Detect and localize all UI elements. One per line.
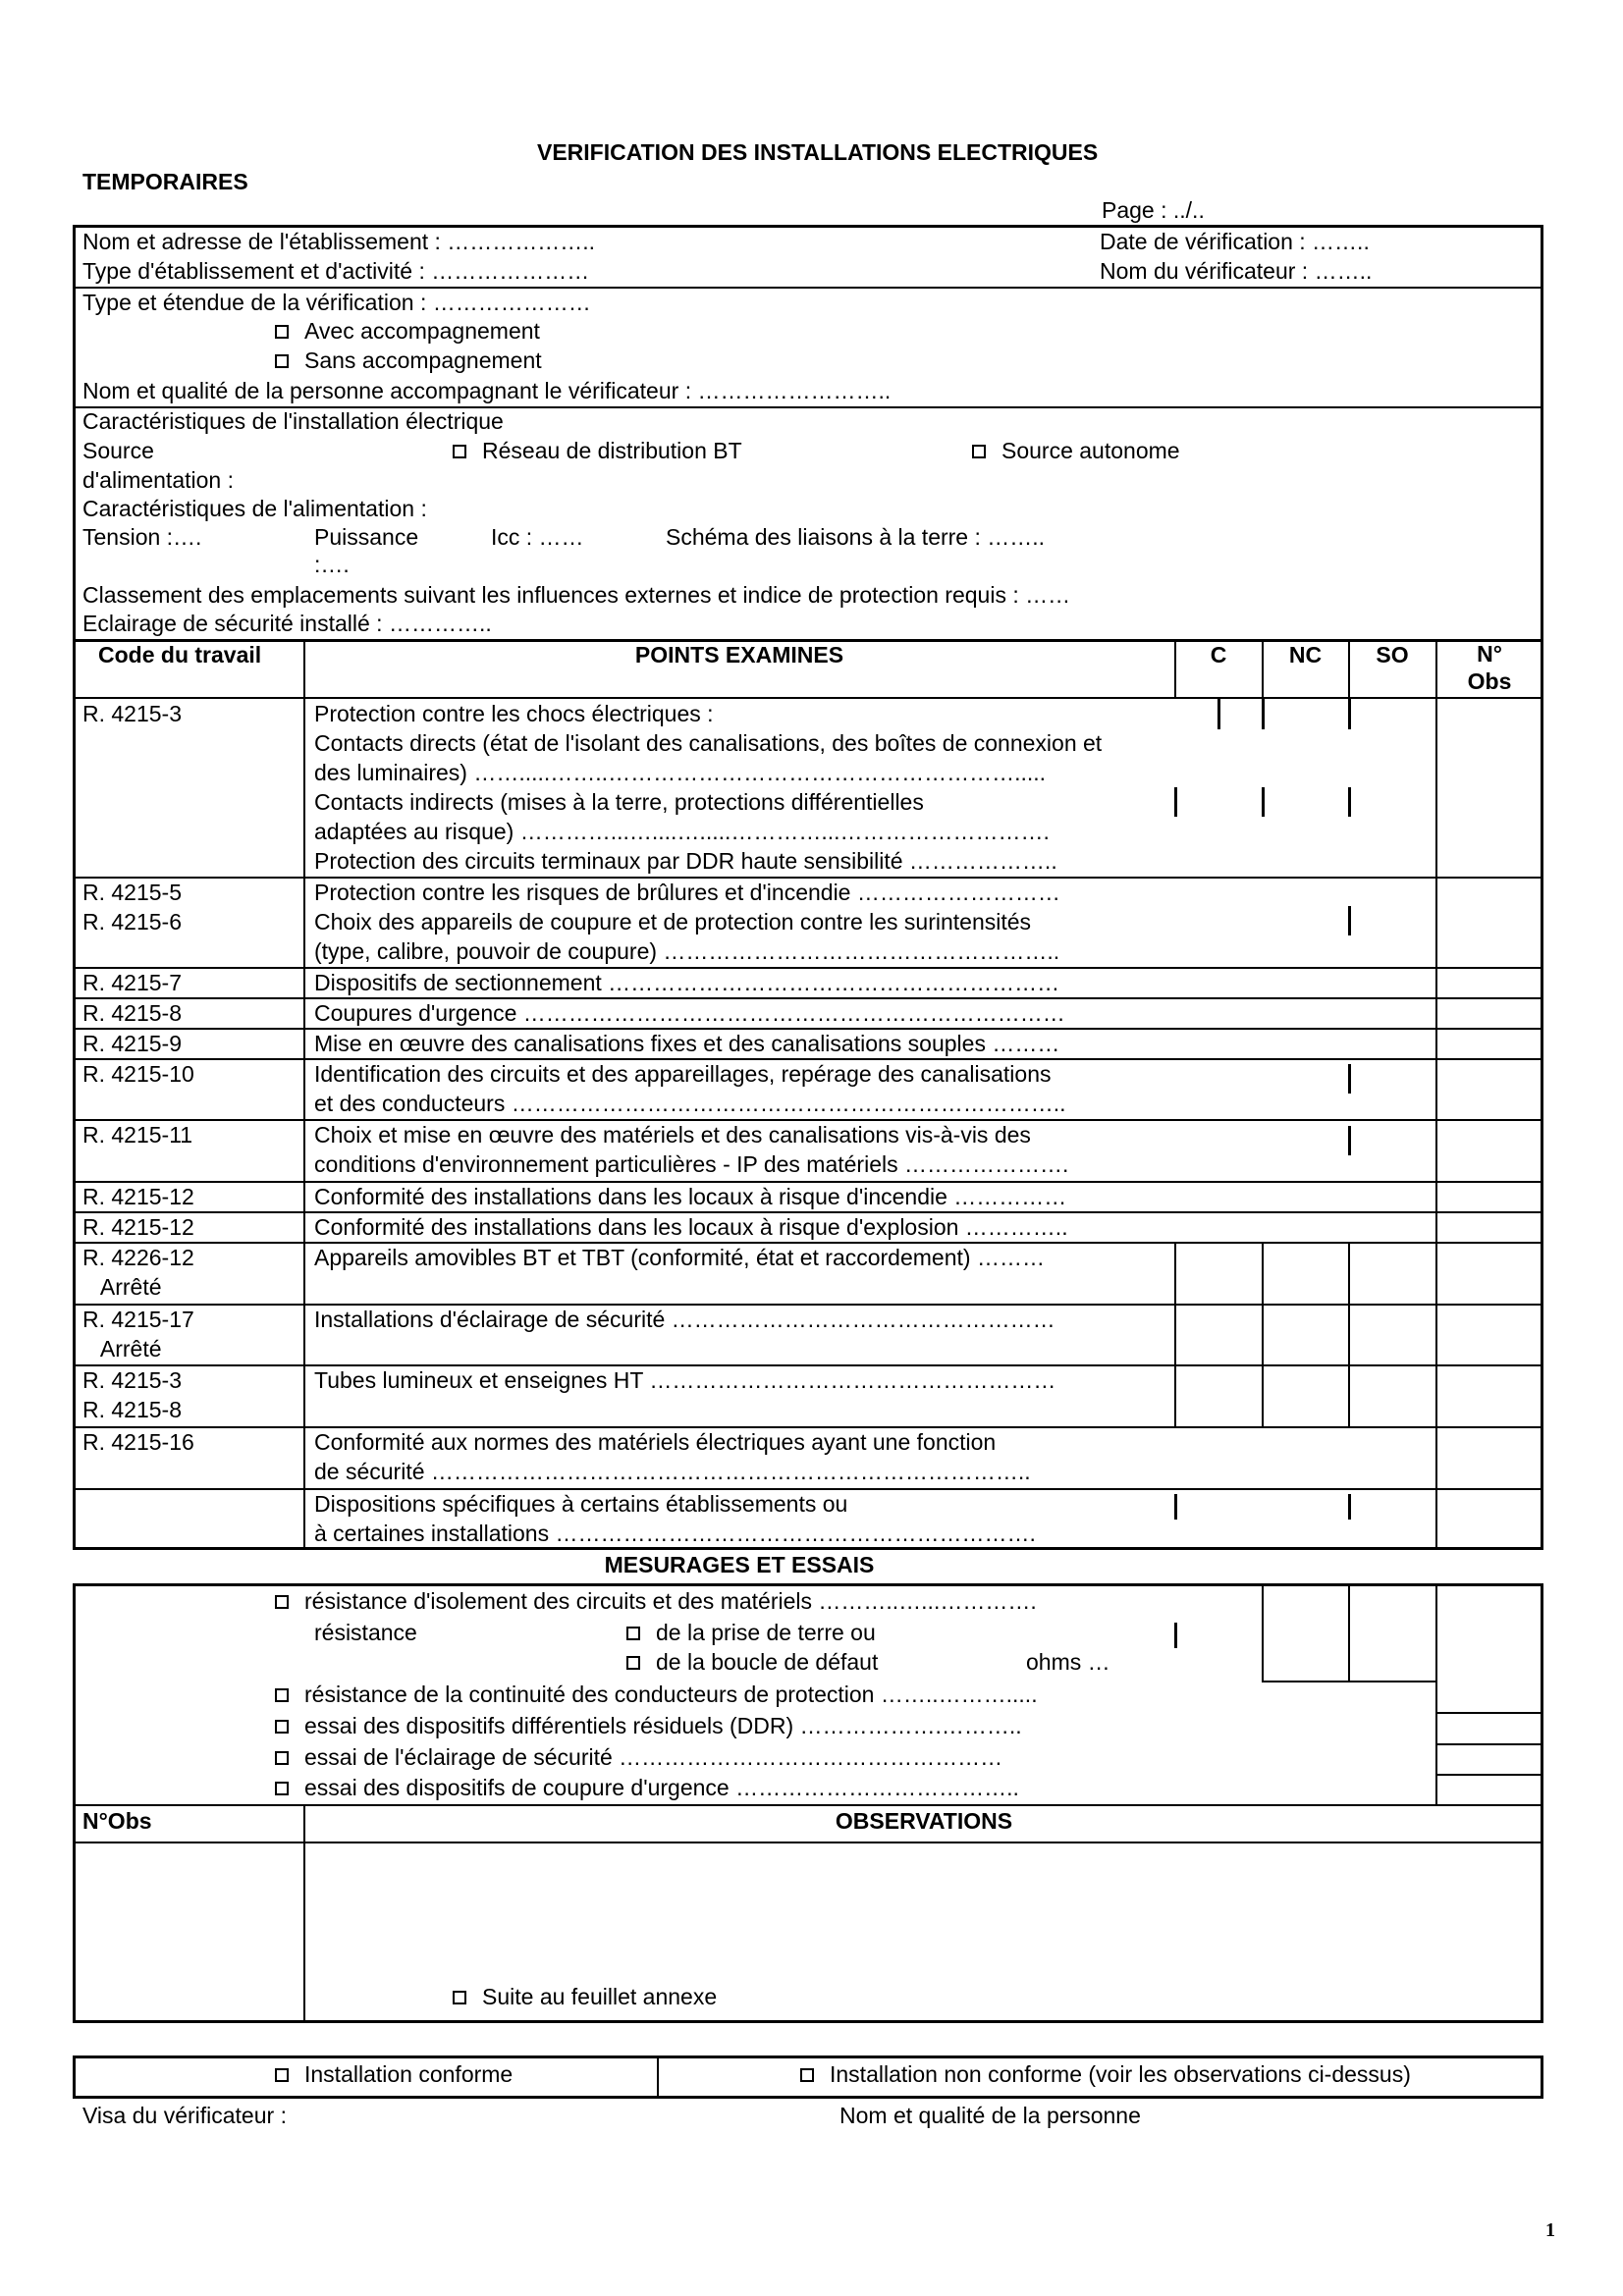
divider bbox=[1262, 1681, 1436, 1682]
nom-qualite-personne-field[interactable]: Nom et qualité de la personne bbox=[839, 2103, 1141, 2128]
point-line: (type, calibre, pouvoir de coupure) …………………………………………….. bbox=[314, 938, 1060, 964]
point-line: Mise en œuvre des canalisations fixes et des canalisations souples ……… bbox=[314, 1031, 1060, 1056]
alimentation-label: d'alimentation : bbox=[82, 467, 234, 493]
checkbox[interactable] bbox=[275, 325, 289, 339]
point-line: Identification des circuits et des appareillages, repérage des canalisations bbox=[314, 1061, 1052, 1087]
tick-mark bbox=[1217, 698, 1220, 729]
column-divider bbox=[1348, 1242, 1350, 1426]
code-cell: R. 4215-16 bbox=[82, 1429, 194, 1455]
code-cell: R. 4215-11 bbox=[82, 1122, 193, 1148]
point-line: de sécurité …………………………………………………………………….. bbox=[314, 1459, 1031, 1484]
caracteristiques-alimentation-label: Caractéristiques de l'alimentation : bbox=[82, 496, 427, 521]
installation-non-conforme-option[interactable] bbox=[800, 2059, 1411, 2089]
isolement-item[interactable] bbox=[275, 1586, 1037, 1616]
suite-annexe-option[interactable] bbox=[453, 1982, 717, 2011]
page-number: 1 bbox=[1545, 2219, 1555, 2241]
divider bbox=[74, 1842, 1542, 1843]
point-line: et des conducteurs ……………………………………………………………….. bbox=[314, 1091, 1066, 1116]
observations-header: OBSERVATIONS bbox=[835, 1808, 1013, 1834]
puissance-field[interactable]: Puissance bbox=[314, 524, 419, 550]
coupure-urgence-item[interactable] bbox=[275, 1773, 1019, 1802]
source-label: Source bbox=[82, 438, 154, 463]
tick-mark bbox=[1348, 1064, 1351, 1094]
page-reference: Page : ../.. bbox=[1102, 197, 1205, 223]
nc-header: NC bbox=[1288, 642, 1323, 667]
column-divider bbox=[303, 1804, 305, 2022]
divider bbox=[1435, 1743, 1542, 1745]
code-cell: R. 4226-12 bbox=[82, 1245, 194, 1270]
point-line: Contacts indirects (mises à la terre, protections différentielles bbox=[314, 789, 924, 815]
tick-mark bbox=[1174, 787, 1177, 817]
option-label: Installation conforme bbox=[304, 2061, 514, 2087]
option-label: Réseau de distribution BT bbox=[482, 438, 742, 463]
point-line: conditions d'environnement particulières - IP des matériels …………………. bbox=[314, 1151, 1069, 1177]
point-line: Installations d'éclairage de sécurité …………………………………………… bbox=[314, 1307, 1055, 1332]
checkbox[interactable] bbox=[626, 1656, 640, 1670]
document-subtitle: TEMPORAIRES bbox=[82, 169, 248, 194]
puissance-value[interactable]: :…. bbox=[314, 552, 350, 577]
column-divider bbox=[1262, 1242, 1264, 1426]
item-label: résistance de la continuité des conducteurs de protection ……..………..... bbox=[304, 1682, 1038, 1707]
icc-field[interactable]: Icc : …… bbox=[491, 524, 584, 550]
sans-accompagnement-option[interactable] bbox=[275, 346, 542, 375]
installation-conforme-option[interactable] bbox=[275, 2059, 513, 2089]
boucle-defaut-option[interactable] bbox=[626, 1647, 878, 1677]
eclairage-installe-field[interactable]: Eclairage de sécurité installé : ………….. bbox=[82, 611, 492, 636]
option-label: Avec accompagnement bbox=[304, 318, 540, 344]
option-label: de la prise de terre ou bbox=[656, 1620, 876, 1645]
column-divider bbox=[1435, 1584, 1437, 1805]
column-divider bbox=[1174, 1242, 1176, 1426]
obs-header-line: Obs bbox=[1467, 668, 1512, 694]
point-line: Tubes lumineux et enseignes HT ……………………………………………… bbox=[314, 1367, 1056, 1393]
option-label: Sans accompagnement bbox=[304, 347, 542, 373]
code-cell: R. 4215-12 bbox=[82, 1214, 194, 1240]
column-divider bbox=[1262, 1584, 1264, 1681]
point-line: Dispositifs de sectionnement …………………………………………………… bbox=[314, 970, 1060, 995]
tension-field[interactable]: Tension :…. bbox=[82, 524, 202, 550]
avec-accompagnement-option[interactable] bbox=[275, 316, 540, 346]
schema-liaisons-field[interactable]: Schéma des liaisons à la terre : …….. bbox=[666, 524, 1046, 550]
caracteristiques-installation-label: Caractéristiques de l'installation électrique bbox=[82, 408, 504, 434]
checkbox[interactable] bbox=[275, 1688, 289, 1702]
prise-terre-option[interactable] bbox=[626, 1618, 876, 1647]
code-travail-header: Code du travail bbox=[98, 642, 262, 667]
option-label: Installation non conforme (voir les observations ci-dessus) bbox=[830, 2061, 1411, 2087]
ohms-field[interactable]: ohms … bbox=[1026, 1649, 1110, 1675]
tick-mark bbox=[1348, 1126, 1351, 1155]
checkbox[interactable] bbox=[275, 1751, 289, 1765]
tick-mark bbox=[1174, 1623, 1177, 1648]
code-cell: R. 4215-10 bbox=[82, 1061, 194, 1087]
points-examines-header: POINTS EXAMINES bbox=[634, 642, 844, 667]
point-line: Coupures d'urgence ……………………………………………………………… bbox=[314, 1000, 1065, 1026]
option-label: Suite au feuillet annexe bbox=[482, 1984, 718, 2009]
document-title: VERIFICATION DES INSTALLATIONS ELECTRIQUES bbox=[537, 139, 1099, 165]
verificateur-field[interactable]: Nom du vérificateur : …….. bbox=[1100, 258, 1373, 284]
so-header: SO bbox=[1376, 642, 1409, 667]
point-line: Protection contre les risques de brûlures et d'incendie ……………………… bbox=[314, 880, 1060, 905]
checkbox[interactable] bbox=[453, 1991, 466, 2004]
code-cell: R. 4215-5 bbox=[82, 880, 183, 905]
mesurages-title: MESURAGES ET ESSAIS bbox=[604, 1552, 875, 1577]
point-line: Conformité des installations dans les locaux à risque d'incendie …………… bbox=[314, 1184, 1067, 1209]
date-field[interactable]: Date de vérification : …….. bbox=[1100, 229, 1370, 254]
checkbox[interactable] bbox=[626, 1627, 640, 1640]
checkbox[interactable] bbox=[453, 445, 466, 458]
point-line: adaptées au risque) …………...…....….....…………...………………………. bbox=[314, 819, 1050, 844]
option-label: Source autonome bbox=[1001, 438, 1180, 463]
checkbox[interactable] bbox=[275, 2068, 289, 2082]
tick-mark bbox=[1262, 698, 1265, 729]
point-line: Protection contre les chocs électriques : bbox=[314, 701, 714, 726]
code-cell: R. 4215-17 bbox=[82, 1307, 194, 1332]
tick-mark bbox=[1348, 906, 1351, 935]
column-divider bbox=[1435, 640, 1437, 1549]
point-line: Contacts directs (état de l'isolant des canalisations, des boîtes de connexion et bbox=[314, 730, 1103, 756]
checkbox[interactable] bbox=[275, 1720, 289, 1734]
point-line: Conformité des installations dans les locaux à risque d'explosion ………….. bbox=[314, 1214, 1068, 1240]
tick-mark bbox=[1174, 1494, 1177, 1520]
column-divider bbox=[657, 2056, 659, 2098]
tick-mark bbox=[1262, 787, 1265, 817]
column-divider bbox=[1348, 1584, 1350, 1681]
ddr-item[interactable] bbox=[275, 1711, 1022, 1740]
continuite-item[interactable] bbox=[275, 1680, 1038, 1709]
point-line: Choix des appareils de coupure et de protection contre les surintensités bbox=[314, 909, 1032, 934]
point-line: Choix et mise en œuvre des matériels et des canalisations vis-à-vis des bbox=[314, 1122, 1031, 1148]
code-cell: R. 4215-8 bbox=[82, 1000, 183, 1026]
type-etablissement-field[interactable]: Type d'établissement et d'activité : ………………… bbox=[82, 258, 590, 284]
code-cell: R. 4215-6 bbox=[82, 909, 183, 934]
eclairage-item[interactable] bbox=[275, 1742, 1002, 1772]
point-line: Conformité aux normes des matériels électriques ayant une fonction bbox=[314, 1429, 997, 1455]
item-label: essai des dispositifs de coupure d'urgence ……………………………….. bbox=[304, 1775, 1019, 1800]
divider bbox=[1435, 1712, 1542, 1714]
checkbox[interactable] bbox=[275, 1782, 289, 1795]
divider bbox=[1435, 1774, 1542, 1776]
code-cell: Arrêté bbox=[82, 1274, 162, 1300]
source-autonome-option[interactable] bbox=[972, 436, 1180, 465]
obs-header-line: N° bbox=[1477, 641, 1502, 667]
checkbox[interactable] bbox=[972, 445, 986, 458]
point-line: à certaines installations ………………………………………………………. bbox=[314, 1521, 1036, 1546]
point-line: des luminaires) …….....……..………………………………………………..... bbox=[314, 760, 1047, 785]
point-line: Protection des circuits terminaux par DDR haute sensibilité ……………….. bbox=[314, 848, 1057, 874]
code-cell: R. 4215-8 bbox=[82, 1397, 183, 1422]
etendue-field[interactable]: Type et étendue de la vérification : ………………… bbox=[82, 290, 591, 315]
checkbox[interactable] bbox=[275, 354, 289, 368]
tick-mark bbox=[1348, 1494, 1351, 1520]
column-divider bbox=[303, 640, 305, 1549]
point-line: Appareils amovibles BT et TBT (conformité, état et raccordement) ……… bbox=[314, 1245, 1045, 1270]
point-line: Dispositions spécifiques à certains établissements ou bbox=[314, 1491, 848, 1517]
code-cell: Arrêté bbox=[82, 1336, 162, 1362]
header-divider bbox=[74, 697, 1542, 699]
option-label: de la boucle de défaut bbox=[656, 1649, 879, 1675]
visa-verificateur-field[interactable]: Visa du vérificateur : bbox=[82, 2103, 287, 2128]
accompagnant-field[interactable]: Nom et qualité de la personne accompagnant le vérificateur : …………………….. bbox=[82, 378, 892, 403]
nobs-header: N°Obs bbox=[82, 1808, 152, 1834]
code-cell: R. 4215-3 bbox=[82, 701, 183, 726]
obs-header bbox=[1436, 640, 1542, 695]
checkbox[interactable] bbox=[800, 2068, 814, 2082]
item-label: essai des dispositifs différentiels résiduels (DDR) ……………….……….. bbox=[304, 1713, 1022, 1738]
tick-mark bbox=[1348, 787, 1351, 817]
code-cell: R. 4215-9 bbox=[82, 1031, 183, 1056]
classement-field[interactable]: Classement des emplacements suivant les influences externes et indice de protection requis : …… bbox=[82, 582, 1071, 608]
checkbox[interactable] bbox=[275, 1595, 289, 1609]
code-cell: R. 4215-12 bbox=[82, 1184, 194, 1209]
resistance-label: résistance bbox=[314, 1620, 417, 1645]
observations-textarea[interactable] bbox=[306, 1845, 1540, 1973]
tick-mark bbox=[1348, 698, 1351, 729]
reseau-bt-option[interactable] bbox=[453, 436, 742, 465]
etablissement-field[interactable]: Nom et adresse de l'établissement : ……………….. bbox=[82, 229, 596, 254]
item-label: essai de l'éclairage de sécurité …………………………………………… bbox=[304, 1744, 1003, 1770]
code-cell: R. 4215-3 bbox=[82, 1367, 183, 1393]
item-label: résistance d'isolement des circuits et des matériels ………..…...…………. bbox=[304, 1588, 1037, 1614]
code-cell: R. 4215-7 bbox=[82, 970, 183, 995]
c-header: C bbox=[1210, 642, 1227, 667]
